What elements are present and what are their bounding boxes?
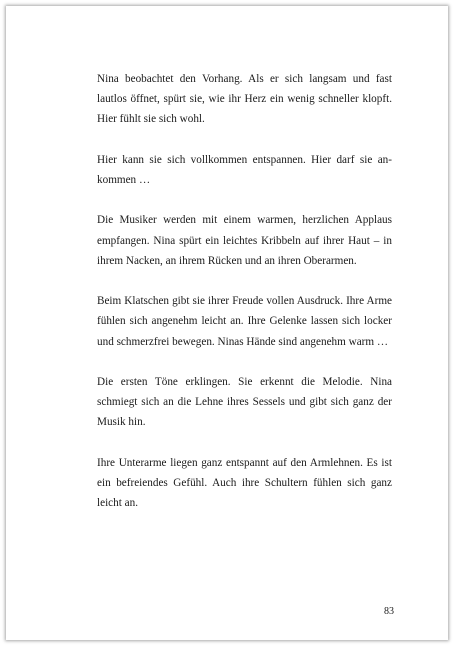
- paragraph-5: Die ersten Töne erklingen. Sie erkennt die Melodie. Nina schmiegt sich an die Lehne ihres Sessels und gibt sich ganz der Musik hin.: [97, 375, 392, 429]
- page-number: 83: [384, 606, 394, 617]
- book-page: [6, 6, 448, 640]
- paragraph-1: Nina beobachtet den Vorhang. Als er sich langsam und fast lautlos öffnet, spürt sie, wie ihr Herz ein wenig schneller klopft. Hier fühlt sie sich wohl.: [97, 73, 392, 126]
- paragraph-2: Hier kann sie sich vollkommen entspannen. Hier darf sie ankommen …: [97, 153, 392, 186]
- paragraph-6: Ihre Unterarme liegen ganz entspannt auf den Armlehnen. Es ist ein befreiendes Gefühl. Auch ihre Schultern fühlen sich ganz leicht an.: [97, 456, 392, 510]
- body-text: [97, 69, 392, 534]
- paragraph-3: Die Musiker werden mit einem warmen, herzlichen Applaus empfangen. Nina spürt ein leichtes Kribbeln auf ihrer Haut – in ihrem Nacken, an ihrem Rücken und an ihren Oberarmen.: [97, 214, 392, 267]
- paragraph-4: Beim Klatschen gibt sie ihrer Freude vollen Ausdruck. Ihre Arme fühlen sich angenehm leicht an. Ihre Gelenke lassen sich locker und schmerzfrei bewegen. Ninas Hände sind angenehm warm …: [97, 295, 392, 348]
